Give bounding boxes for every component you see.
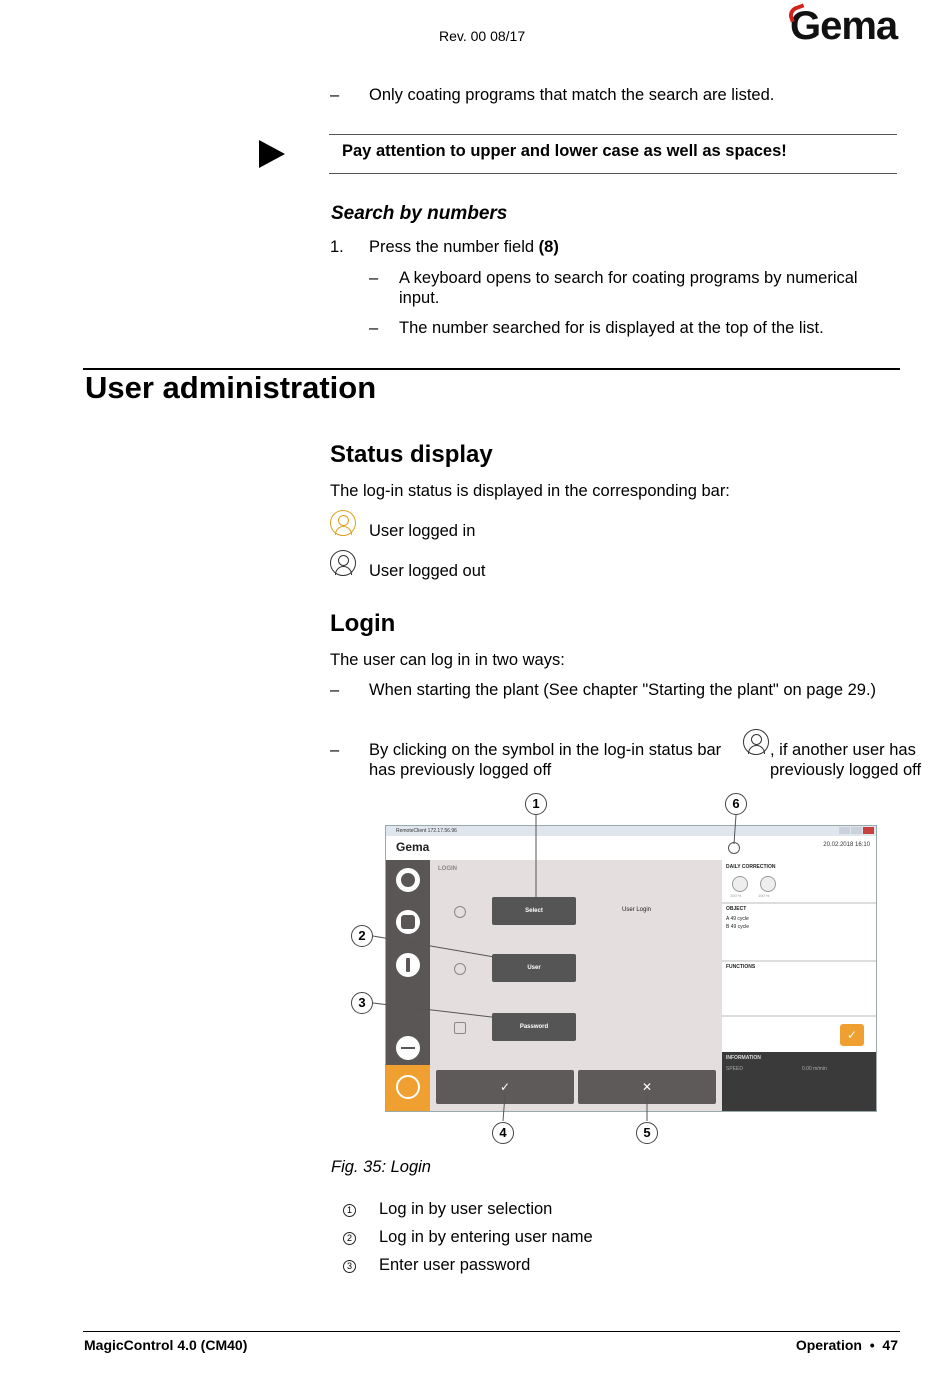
dash-bullet: –: [369, 269, 379, 287]
dash-bullet: –: [330, 741, 340, 759]
window-title: RemoteClient 172.17.56.96: [396, 828, 457, 834]
object-label: OBJECT: [726, 906, 747, 912]
daily-correction-label: DAILY CORRECTION: [726, 864, 776, 870]
legend-text: Enter user password: [379, 1256, 531, 1274]
login-way-2c: has previously logged off: [369, 761, 552, 779]
login-way-2b: , if another user has previously logged off: [770, 741, 922, 779]
dash-bullet: –: [330, 86, 340, 104]
dash-bullet: –: [330, 681, 340, 699]
dc-value-b: 100 %: [758, 893, 770, 898]
info-speed-label: SPEED: [726, 1066, 743, 1072]
info-speed-value: 0.00 m/min: [802, 1066, 827, 1072]
login-way-2a: By clicking on the symbol in the log-in status bar: [369, 741, 722, 759]
revision-label: Rev. 00 08/17: [439, 28, 526, 44]
callout-5: 5: [636, 1122, 658, 1144]
step-number: 1.: [330, 238, 344, 256]
logged-out-text: User logged out: [369, 562, 486, 580]
confirm-button[interactable]: ✓: [436, 1070, 574, 1104]
legend-text: Log in by user selection: [379, 1200, 553, 1218]
callout-6: 6: [725, 793, 747, 815]
legend-number: 1: [343, 1204, 356, 1217]
legend-number: 3: [343, 1260, 356, 1273]
functions-label: FUNCTIONS: [726, 964, 756, 970]
figure-caption: Fig. 35: Login: [331, 1158, 431, 1176]
status-intro: The log-in status is displayed in the corresponding bar:: [330, 482, 730, 500]
gema-logo: Gema: [790, 4, 897, 49]
footer-left: MagicControl 4.0 (CM40): [84, 1337, 248, 1353]
user-login-label: User Login: [622, 907, 652, 913]
legend-text: Log in by entering user name: [379, 1228, 593, 1246]
login-way-1: When starting the plant (See chapter "Starting the plant" on page 29.): [369, 681, 877, 699]
password-button[interactable]: Password: [492, 1013, 576, 1041]
app-logo: Gema: [396, 840, 430, 854]
section-title: User administration: [85, 370, 377, 405]
search-numbers-heading: Search by numbers: [331, 203, 508, 224]
datetime: 20.02.2018 16:10: [823, 842, 870, 848]
callout-1: 1: [525, 793, 547, 815]
step-text: Press the number field (8): [369, 238, 559, 256]
callout-4: 4: [492, 1122, 514, 1144]
legend-number: 2: [343, 1232, 356, 1245]
object-row: A 49 cycle: [726, 916, 749, 922]
object-row: B 49 cycle: [726, 924, 750, 930]
callout-2: 2: [351, 925, 373, 947]
footer-right: Operation • 47: [795, 1337, 898, 1353]
user-button[interactable]: User: [492, 954, 576, 982]
sub-step-1: A keyboard opens to search for coating programs by numerical input.: [399, 269, 858, 307]
note-text: Pay attention to upper and lower case as well as spaces!: [342, 142, 787, 160]
select-button[interactable]: Select: [492, 897, 576, 925]
sub-step-2: The number searched for is displayed at the top of the list.: [399, 319, 824, 337]
dash-bullet: –: [369, 319, 379, 337]
footer-rule: [83, 1331, 900, 1332]
login-intro: The user can log in in two ways:: [330, 651, 565, 669]
status-heading: Status display: [330, 441, 493, 468]
login-label: LOGIN: [438, 866, 457, 872]
information-label: INFORMATION: [726, 1055, 761, 1061]
apply-button[interactable]: ✓: [840, 1024, 864, 1046]
cancel-button[interactable]: ✕: [578, 1070, 716, 1104]
callout-3: 3: [351, 992, 373, 1014]
search-bullet-text: Only coating programs that match the search are listed.: [369, 86, 775, 104]
dc-value-a: 100 %: [730, 893, 742, 898]
login-heading: Login: [330, 610, 396, 637]
logged-in-text: User logged in: [369, 522, 476, 540]
